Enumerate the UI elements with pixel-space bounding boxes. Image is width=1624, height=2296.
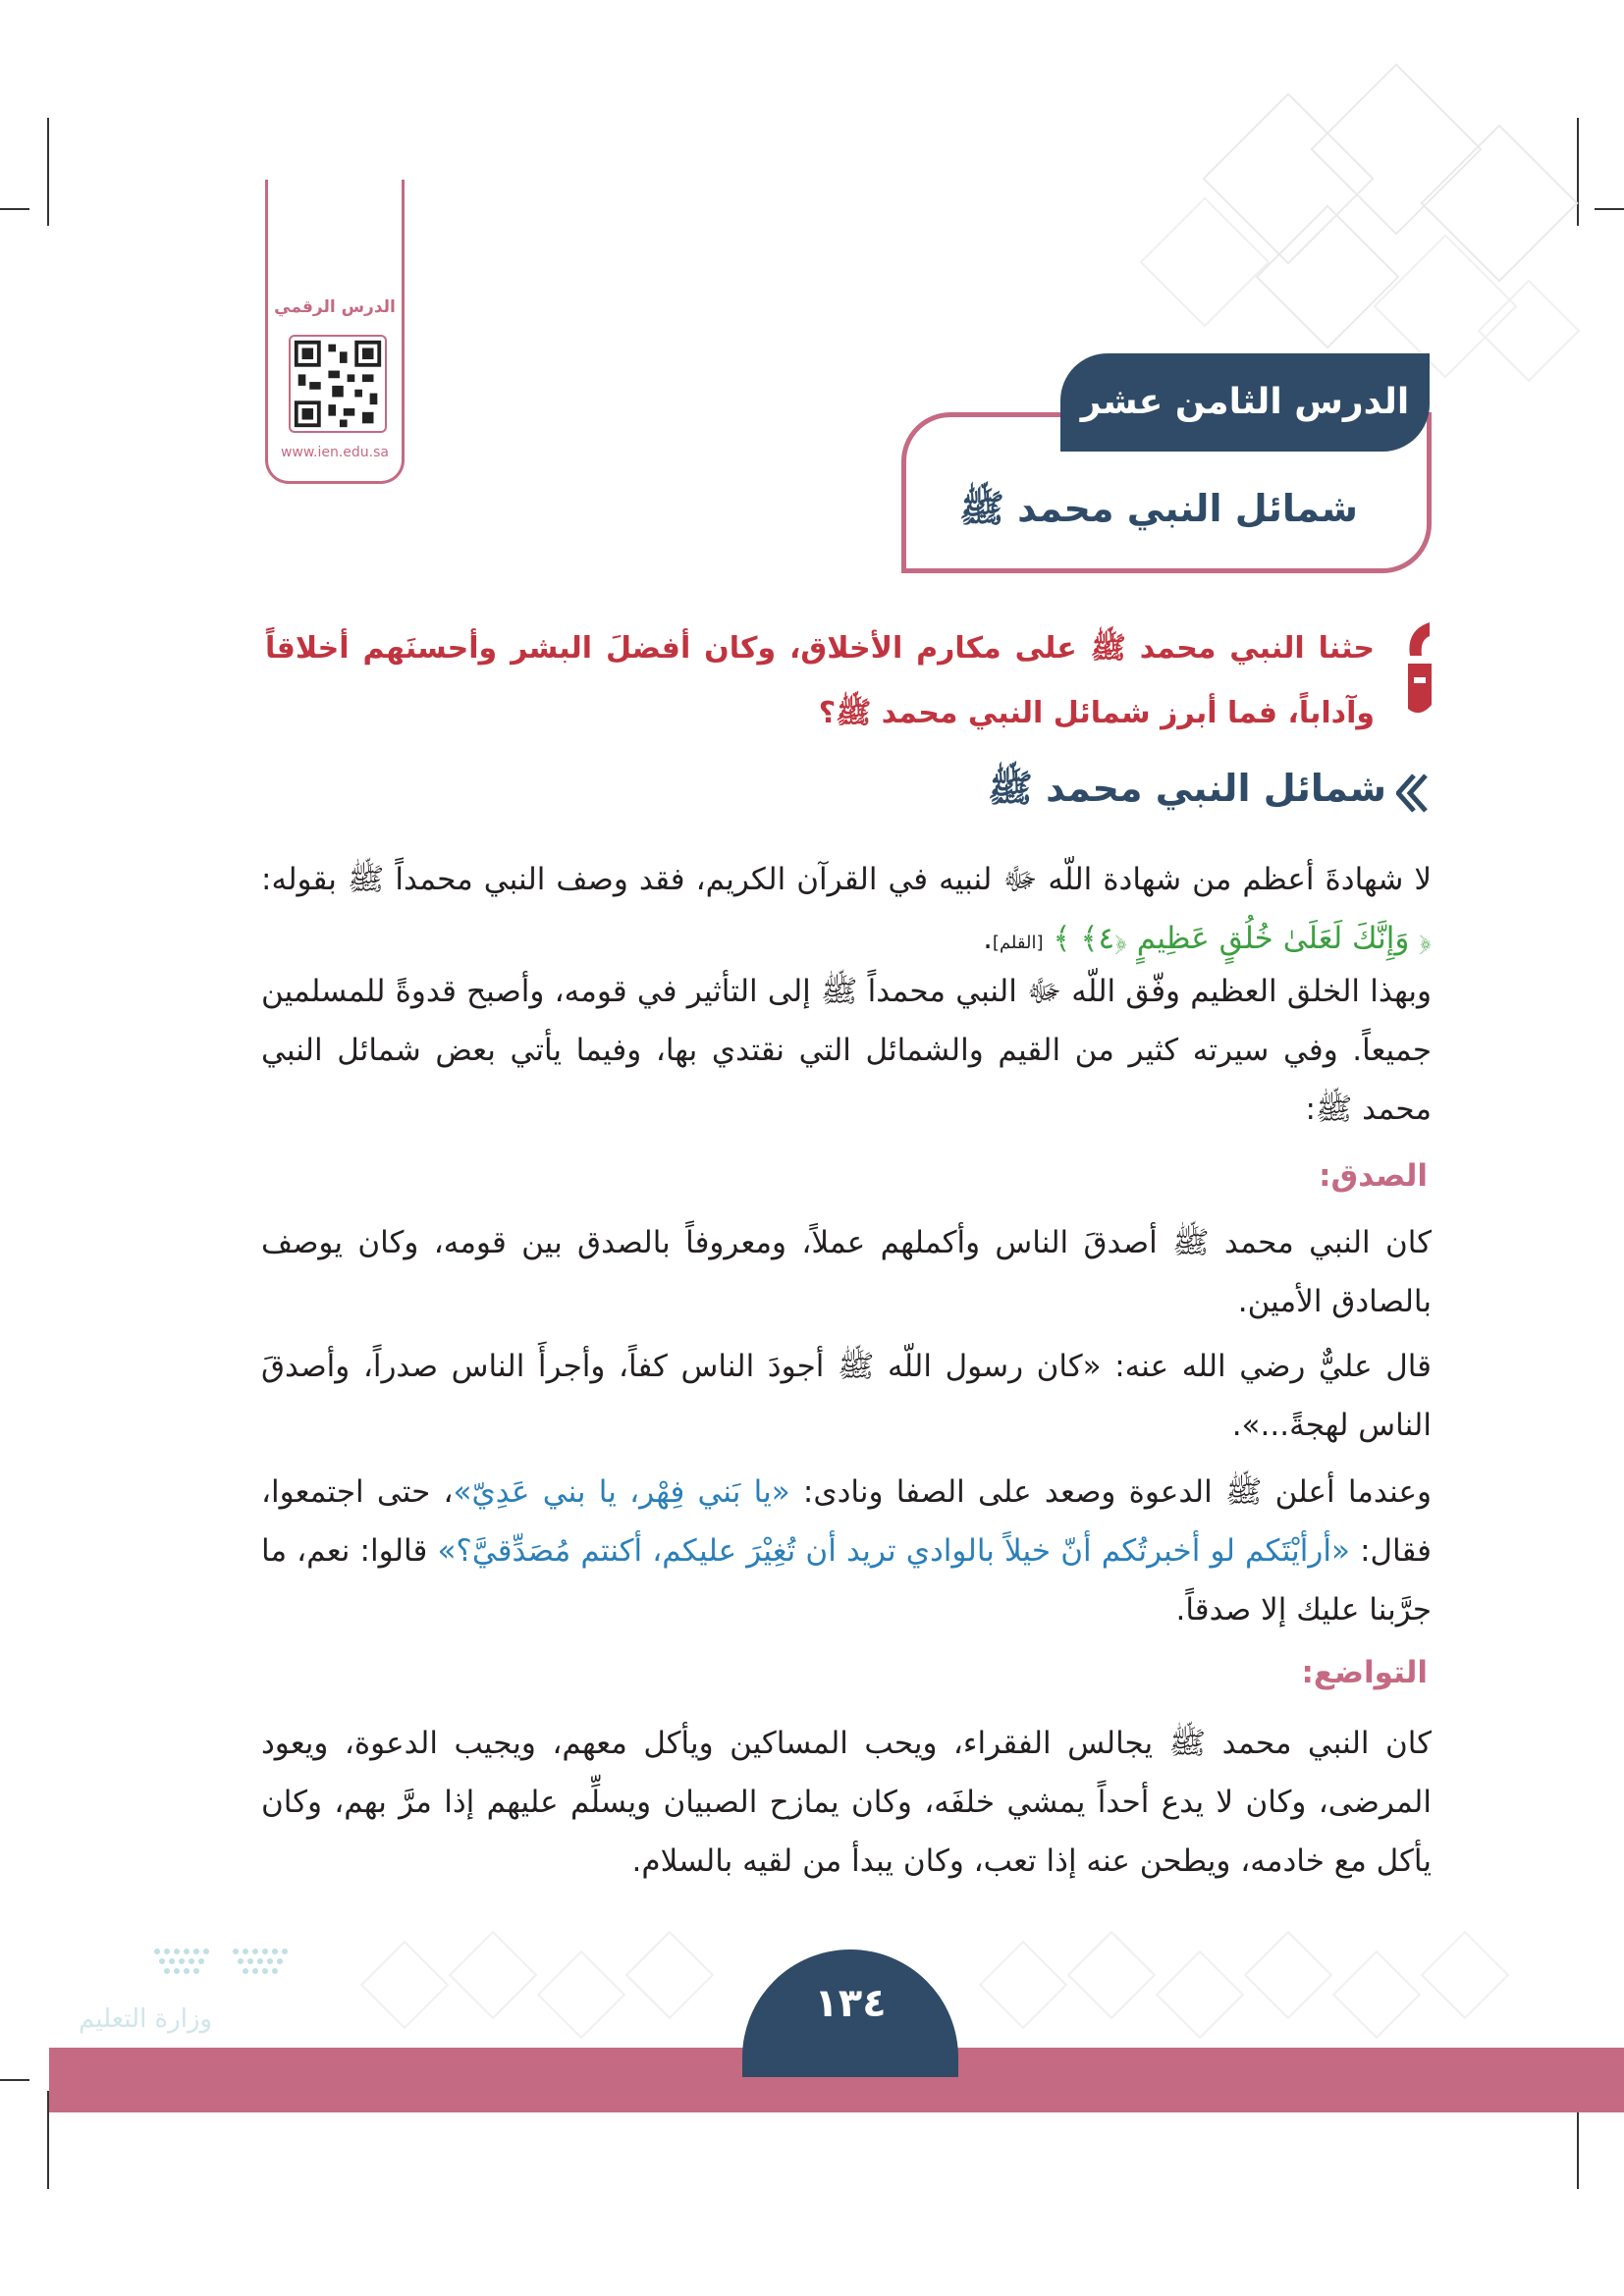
crop-mark [0,208,29,210]
decor-diamond [979,1941,1068,2030]
decor-diamond [537,1950,626,2040]
hadith-quote: «أرأيْتَكم لو أخبرتُكم أنّ خيلاً بالوادي تريد أن تُغِيْرَ عليكم، أكنتم مُصَدِّقيَّ؟» [437,1533,1350,1569]
qr-code-icon[interactable] [289,335,387,433]
lesson-title: شمائل النبي محمد ﷺ [959,487,1358,530]
digital-lesson-url[interactable]: www.ien.edu.sa [280,445,390,460]
quran-verse: ﴿ وَإِنَّكَ لَعَلَىٰ خُلُقٍ عَظِيمٍ ﴿٤﴾ ﴾ [1053,921,1432,956]
section-heading: شمائل النبي محمد ﷺ [988,767,1386,810]
decor-diamond [1332,1950,1422,2040]
paragraph-honesty: كان النبي محمد ﷺ أصدقَ الناس وأكملهم عملاً، ومعروفاً بالصدق بين قومه، وكان يوصف بالصادق الأمين. [261,1225,1432,1319]
section-heading-row [988,766,1428,820]
paragraph-testimony [261,850,1432,973]
paragraph-text: وعندما أعلن ﷺ الدعوة وصعد على الصفا ونادى: [789,1474,1432,1510]
humility-heading: التواضع: [1301,1655,1428,1690]
decor-diamond [625,1931,715,2020]
crop-mark [1577,118,1579,226]
honesty-heading: الصدق: [1319,1158,1428,1194]
decor-diamond [1244,1931,1333,2020]
decor-diamond [449,1931,538,2020]
digital-lesson-tag[interactable] [265,180,405,484]
double-chevron-icon [1396,774,1428,813]
crop-mark [0,2079,29,2081]
paragraph-character: وبهذا الخلق العظيم وفّق اللّه ﷻ النبي محمداً ﷺ إلى التأثير في قومه، وأصبح قدوةً للمسلمين جميعاً. وفي سيرته كثير من القيم والشمائل التي نقتدي بها، وفيما يأتي بعض شمائل النبي محمد ﷺ: [261,974,1432,1127]
decor-diamond [1067,1931,1157,2020]
intro-question: حثنا النبي محمد ﷺ على مكارم الأخلاق، وكان أفضلَ البشر وأحسنَهم أخلاقاً وآداباً، فما أبرز شمائل النبي محمد ﷺ؟ [265,631,1375,730]
crop-mark [47,118,49,226]
decor-diamond [360,1941,450,2030]
lesson-number-badge: الدرس الثامن عشر [1060,353,1430,452]
ministry-name: وزارة التعليم [79,2004,213,2034]
paragraph-ali-quote: قال عليٌّ رضي الله عنه: «كان رسول اللّه ﷺ أجودَ الناس كفاً، وأجرأَ الناس صدراً، وأصدقَ الناس لهجةً...». [261,1349,1432,1443]
paragraph-humility: كان النبي محمد ﷺ يجالس الفقراء، ويحب المساكين ويأكل معهم، ويجيب الدعوة، ويعود المرضى، وكان لا يدع أحداً يمشي خلفَه، وكان يمازح الصبيان ويسلِّم عليهم إذا مرَّ بهم، وكان يأكل مع خادمه، ويطحن عنه إذا تعب، وكان يبدأ من لقيه بالسلام. [261,1726,1432,1879]
paragraph-safa-call [261,1463,1432,1639]
verse-reference: [القلم] [992,933,1044,953]
digital-lesson-label: الدرس الرقمي [274,297,396,317]
paragraph-text: ، حتى اجتمعوا، فقال: [261,1474,1432,1569]
crop-mark [1595,208,1624,210]
paragraph-text: قالوا: نعم، ما جرَّبنا عليك إلا صدقاً. [261,1533,1432,1628]
question-mark-icon [1400,616,1439,724]
paragraph-text: لا شهادةَ أعظم من شهادة اللّه ﷻ لنبيه في القرآن الكريم، فقد وصف النبي محمداً ﷺ بقوله: [261,862,1432,897]
decor-diamond [1421,1931,1510,2020]
page-number: ١٣٤ [742,1949,958,2077]
decor-diamond [1156,1950,1245,2040]
paragraph-end: . [983,921,993,956]
hadith-quote: «يا بَني فِهْر، يا بني عَدِيّ» [453,1474,790,1510]
